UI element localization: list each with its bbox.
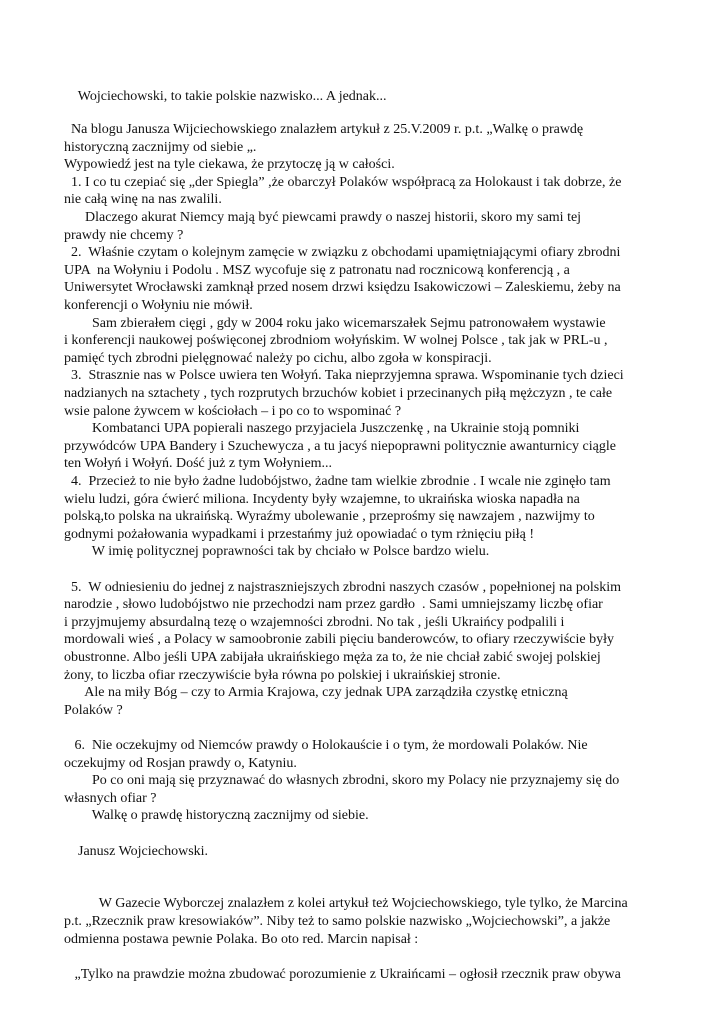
paragraph-line: ten Wołyń i Wołyń. Dość już z tym Wołyniem... xyxy=(64,456,333,471)
paragraph-line: własnych ofiar ? xyxy=(64,791,157,806)
paragraph-line: obustronne. Albo jeśli UPA zabijała ukraińskiego męża za to, że nie chciał zabić swojej polskiej xyxy=(64,650,601,665)
paragraph-line: wsie palone żywcem w kościołach – i po co to wspominać ? xyxy=(64,404,402,419)
paragraph-line: konferencji o Wołyniu nie mówił. xyxy=(64,298,253,313)
paragraph-line: 6. Nie oczekujmy od Niemców prawdy o Holokauście i o tym, że mordowali Polaków. Nie xyxy=(64,738,588,753)
paragraph-line: Sam zbierałem cięgi , gdy w 2004 roku jako wicemarszałek Sejmu patronowałem wystawie xyxy=(64,316,606,331)
paragraph-line: prawdy nie chcemy ? xyxy=(64,228,184,243)
paragraph-line: Kombatanci UPA popierali naszego przyjaciela Juszczenkę , na Ukrainie stoją pomniki xyxy=(64,421,580,436)
paragraph-line: p.t. „Rzecznik praw kresowiaków”. Niby też to samo polskie nazwisko „Wojciechowski”, a jakże xyxy=(64,914,611,929)
paragraph-line: Po co oni mają się przyznawać do własnych zbrodni, skoro my Polacy nie przyznajemy się do xyxy=(64,773,620,788)
paragraph-line: Ale na miły Bóg – czy to Armia Krajowa, czy jednak UPA zarządziła czystkę etniczną xyxy=(64,685,568,700)
paragraph-line: 1. I co tu czepiać się „der Spiegla” ,że obarczył Polaków współpracą za Holokaust i tak dobrze, że xyxy=(64,175,622,190)
paragraph-line: nadzianych na sztachety , tych rozprutych brzuchów kobiet i przecinanych piłą mężczyzn , te całe xyxy=(64,386,613,401)
paragraph-line: Wypowiedź jest na tyle ciekawa, że przytoczę ją w całości. xyxy=(64,157,395,172)
paragraph-line: W imię politycznej poprawności tak by chciało w Polsce bardzo wielu. xyxy=(64,544,490,559)
paragraph-line: polską,to polska na ukraińską. Wyraźmy ubolewanie , przeprośmy się nawzajem , nazwijmy to xyxy=(64,509,595,524)
paragraph-line: „Tylko na prawdzie można zbudować porozumienie z Ukraińcami – ogłosił rzecznik praw obywa xyxy=(64,967,621,982)
paragraph-line: W Gazecie Wyborczej znalazłem z kolei artykuł też Wojciechowskiego, tyle tylko, że Marcina xyxy=(64,896,628,911)
paragraph-line: narodzie , słowo ludobójstwo nie przechodzi nam przez gardło . Sami umniejszamy liczbę ofiar xyxy=(64,597,603,612)
paragraph-line: żony, to liczba ofiar rzeczywiście była równa po polskiej i ukraińskiej stronie. xyxy=(64,668,501,683)
paragraph-line: 3. Strasznie nas w Polsce uwiera ten Wołyń. Taka nieprzyjemna sprawa. Wspominanie tych dzieci xyxy=(64,368,624,383)
paragraph-line: pamięć tych zbrodni pielęgnować należy po cichu, albo zgoła w konspiracji. xyxy=(64,351,492,366)
paragraph-line: odmienna postawa pewnie Polaka. Bo oto red. Marcin napisał : xyxy=(64,932,419,947)
paragraph-line: 4. Przecież to nie było żadne ludobójstwo, żadne tam wielkie zbrodnie . I wcale nie zginęło tam xyxy=(64,474,611,489)
paragraph-line: godnymi pożałowania wypadkami i przestańmy już opowiadać o tym rżnięciu piłą ! xyxy=(64,527,535,542)
paragraph-line: Dlaczego akurat Niemcy mają być piewcami prawdy o naszej historii, skoro my sami tej xyxy=(64,210,582,225)
paragraph-line: i przyjmujemy absurdalną tezę o wzajemności zbrodni. No tak , jeśli Ukraińcy podpalili i xyxy=(64,615,565,630)
paragraph-line: Uniwersytet Wrocławski zamknął przed nosem drzwi księdzu Isakowiczowi – Zaleskiemu, żeby na xyxy=(64,280,621,295)
paragraph-line: historyczną zacznijmy od siebie „. xyxy=(64,140,257,155)
paragraph-line: oczekujmy od Rosjan prawdy o, Katyniu. xyxy=(64,756,297,771)
paragraph-line: i konferencji naukowej poświęconej zbrodniom wołyńskim. W wolnej Polsce , tak jak w PRL-u , xyxy=(64,333,608,348)
paragraph-line: Polaków ? xyxy=(64,703,123,718)
heading-line: Wojciechowski, to takie polskie nazwisko... A jednak... xyxy=(64,89,387,104)
paragraph-line: UPA na Wołyniu i Podolu . MSZ wycofuje się z patronatu nad rocznicową konferencją , a xyxy=(64,263,570,278)
paragraph-line: Na blogu Janusza Wijciechowskiego znalazłem artykuł z 25.V.2009 r. p.t. „Walkę o prawdę xyxy=(64,122,584,137)
paragraph-line: wielu ludzi, góra ćwierć miliona. Incydenty były wzajemne, to ukraińska wioska napadła na xyxy=(64,492,580,507)
paragraph-line: nie całą winę na nas zwalili. xyxy=(64,192,222,207)
paragraph-line: mordowali wieś , a Polacy w samoobronie zabili pięciu banderowców, to ofiary rzeczywiście były xyxy=(64,632,614,647)
paragraph-line: Walkę o prawdę historyczną zacznijmy od siebie. xyxy=(64,808,369,823)
signature-line: Janusz Wojciechowski. xyxy=(64,844,209,859)
paragraph-line: 2. Właśnie czytam o kolejnym zamęcie w związku z obchodami upamiętniającymi ofiary zbrodni xyxy=(64,245,621,260)
paragraph-line: przywódców UPA Bandery i Szuchewycza , a tu jacyś niepoprawni politycznie awanturnicy ciągle xyxy=(64,439,616,454)
paragraph-line: 5. W odniesieniu do jednej z najstraszniejszych zbrodni naszych czasów , popełnionej na polskim xyxy=(64,580,622,595)
